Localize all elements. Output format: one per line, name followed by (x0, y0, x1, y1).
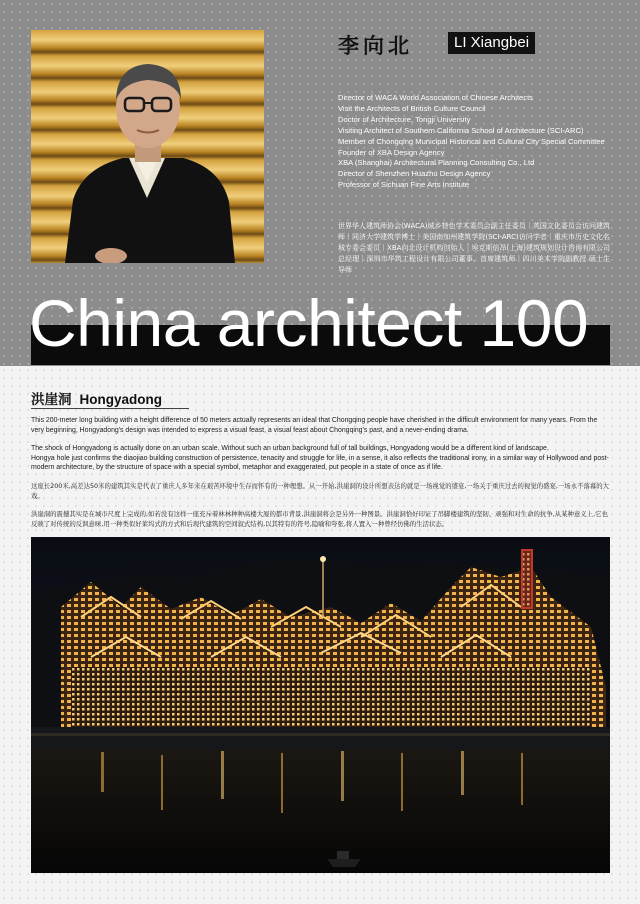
project-name-english: Hongyadong (79, 392, 162, 407)
bio-line: Director of WACA World Association of Chinese Architects (338, 93, 533, 102)
title-underline (31, 408, 189, 409)
bio-line: Visiting Architect of Southern California School of Architecture (SCI-ARC) (338, 125, 584, 135)
bio-line: Professor of Sichuan Fine Arts Institute (338, 180, 470, 190)
project-photo (31, 537, 610, 873)
bio-line: Founder of XBA Design Agency (338, 147, 445, 157)
architect-name-english: LI Xiangbei (448, 32, 535, 54)
biography-chinese: 世界华人建筑师协会(WACA)城乡特色学术委员会副主任委员｜英国文化委员会访问建筑师｜同济大学建筑学博士｜美国南加州建筑学院(SCI-ARC)访问学者｜重庆市历史文化名城专委会委员｜XBA向北设计机构创始人｜埃克斯倍昂(上海)建筑规划设计咨询有限公司总经理｜深圳市华筑工程设计有限公司董事、首席建筑师｜四川美术学院副教授 硕士生导师 (338, 222, 610, 274)
description-paragraph: The shock of Hongyadong is actually done on an urban scale. Without such an urban background full of tall buildings, Hongyadong would be a different kind of landscape. (31, 445, 549, 453)
project-title (31, 388, 162, 407)
bio-line: Doctor of Architecture, Tongji University (338, 114, 471, 124)
project-name-chinese: 洪崖洞 (31, 392, 72, 408)
page-title: China architect 100 (29, 286, 589, 360)
project-description (31, 416, 610, 538)
bio-line: Director of Shenzhen Huazhu Design Agency (338, 169, 491, 179)
bio-line: XBA (Shanghai) Architectural Planning Consulting Co., Ltd (338, 158, 535, 168)
description-paragraph: Hongya hole just confirms the diaojiao building construction of persistence, tenacity and struggle for life, in a sense, it also reflects the traditional irony, in a similar way of Hollywood and post-modern architecture, by the structure of space with a special symbol, metaphor and exaggerated, put people in a state of once as if life. (31, 454, 609, 472)
architect-name-chinese: 李向北 (338, 34, 413, 58)
description-paragraph: 洪崖洞的震撼其实是在城市尺度上完成的,如若没有这样一座充斥着林林种种高楼大厦的都市背景,洪崖洞将会是另外一种图景。洪崖洞恰好印证了吊脚楼建筑的坚韧、顽强和对生命的抗争,从某种意义上,它也反映了对传统的反讽意味,用一种类似好莱坞式的方式和后现代建筑的空间叙式结构,以其特有的符号,隐喻和夸张,将人置入一种曾经仿佛的生活状态。 (31, 510, 608, 528)
description-paragraph: 这座长200米,高差达50米的建筑其实是代表了重庆人多年来在艰苦环境中生存而怀有的一种理想。从一开始,洪崖洞的设计所想表达的就是一场视觉的盛宴,一场关于重庆过去的视觉的盛宴,一场永不落幕的大戏。 (31, 481, 610, 500)
portrait-photo (31, 30, 264, 263)
biography-english (338, 93, 610, 191)
bio-line: Member of Chongqing Municipal Historical and Cultural City Special Committee (338, 136, 605, 146)
description-paragraph: This 200-meter long building with a height difference of 50 meters actually represents an ideal that Chongqing people have cherished in the difficult environment for many years. From the very beginning, Hongyadong's design was intended to express a visual feast, a visual feast about Chongqing's past, and a never-ending drama. (31, 417, 598, 434)
bio-line: Visit the Architects of British Culture Council (338, 103, 486, 113)
